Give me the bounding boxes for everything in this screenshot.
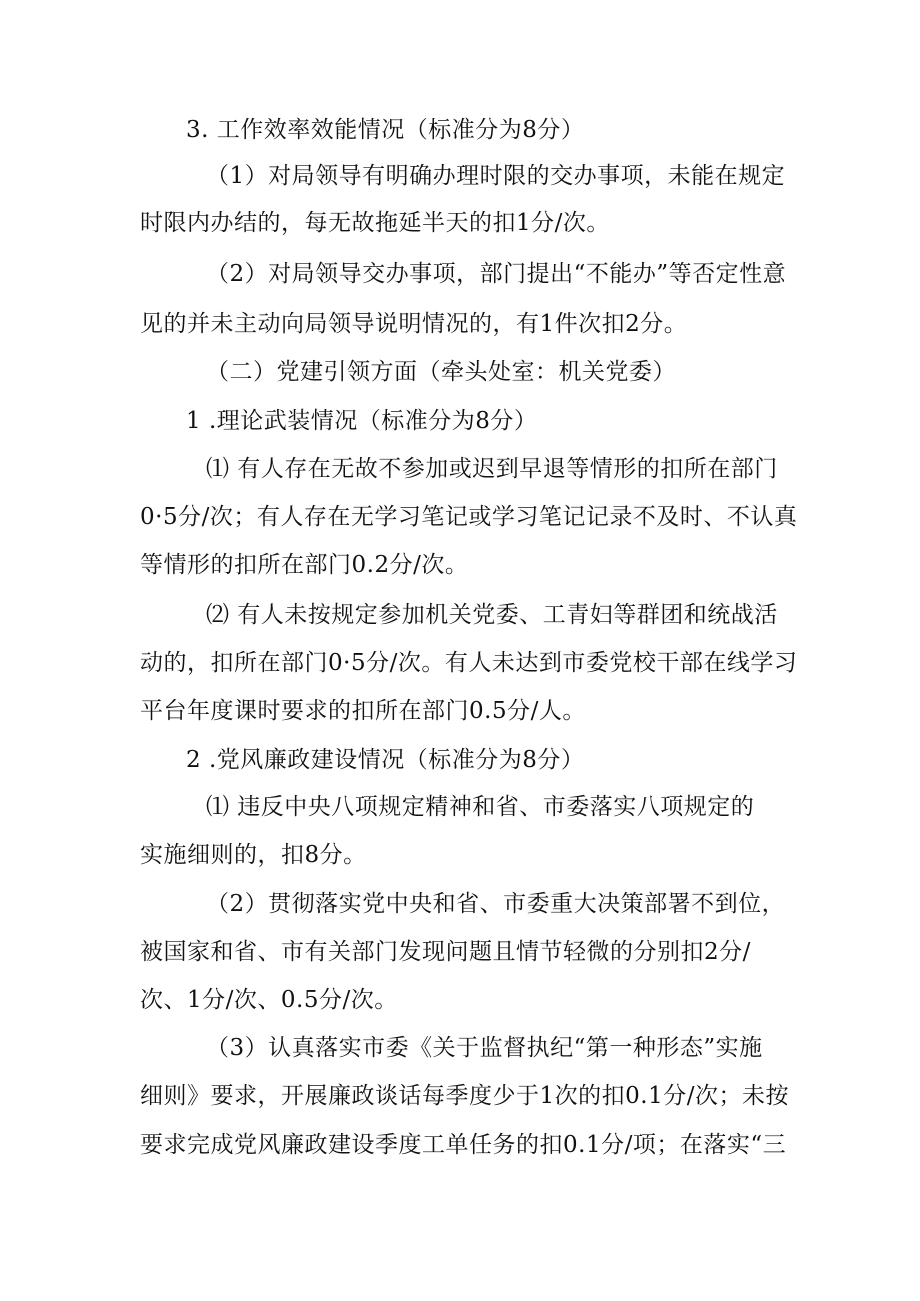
section-heading-work-efficiency: 3. 工作效率效能情况（标准分为8分）: [186, 117, 585, 143]
paragraph-line: 等情形的扣所在部门0.2分/次。: [140, 552, 469, 578]
subsection-heading-theory: 1 .理论武装情况（标准分为8分）: [186, 408, 538, 434]
section-heading-party-building: （二）党建引领方面（牵头处室：机关党委）: [206, 359, 676, 385]
paragraph-line: （2）贯彻落实党中央和省、市委重大决策部署不到位，: [206, 891, 786, 917]
paragraph-line: 细则》要求，开展廉政谈话每季度少于1次的扣0.1分/次；未按: [140, 1083, 789, 1109]
paragraph-line: 见的并未主动向局领导说明情况的，有1件次扣2分。: [140, 311, 688, 337]
paragraph-line: （1）对局领导有明确办理时限的交办事项，未能在规定: [206, 163, 786, 189]
paragraph-line: （2）对局领导交办事项，部门提出“不能办”等否定性意: [206, 261, 787, 287]
paragraph-line: 0·5分/次；有人存在无学习笔记或学习笔记记录不及时、不认真: [140, 504, 798, 530]
paragraph-line: 次、1分/次、0.5分/次。: [140, 987, 398, 1013]
paragraph-line: 时限内办结的，每无故拖延半天的扣1分/次。: [140, 210, 610, 236]
paragraph-line: ⑴ 有人存在无故不参加或迟到早退等情形的扣所在部门: [206, 456, 778, 482]
paragraph-line: 被国家和省、市有关部门发现问题且情节轻微的分别扣2分/: [140, 939, 751, 965]
paragraph-line: 动的，扣所在部门0·5分/次。有人未达到市委党校干部在线学习: [140, 650, 798, 676]
paragraph-line: 平台年度课时要求的扣所在部门0.5分/人。: [140, 698, 586, 724]
subsection-heading-integrity: 2 .党风廉政建设情况（标准分为8分）: [186, 747, 585, 773]
paragraph-line: 实施细则的，扣8分。: [140, 842, 367, 868]
paragraph-line: ⑴ 违反中央八项规定精神和省、市委落实八项规定的: [206, 794, 755, 820]
paragraph-line: 要求完成党风廉政建设季度工单任务的扣0.1分/项；在落实“三: [140, 1132, 787, 1158]
paragraph-line: （3）认真落实市委《关于监督执纪“第一种形态”实施: [206, 1035, 763, 1061]
paragraph-line: ⑵ 有人未按规定参加机关党委、工青妇等群团和统战活: [206, 602, 778, 628]
